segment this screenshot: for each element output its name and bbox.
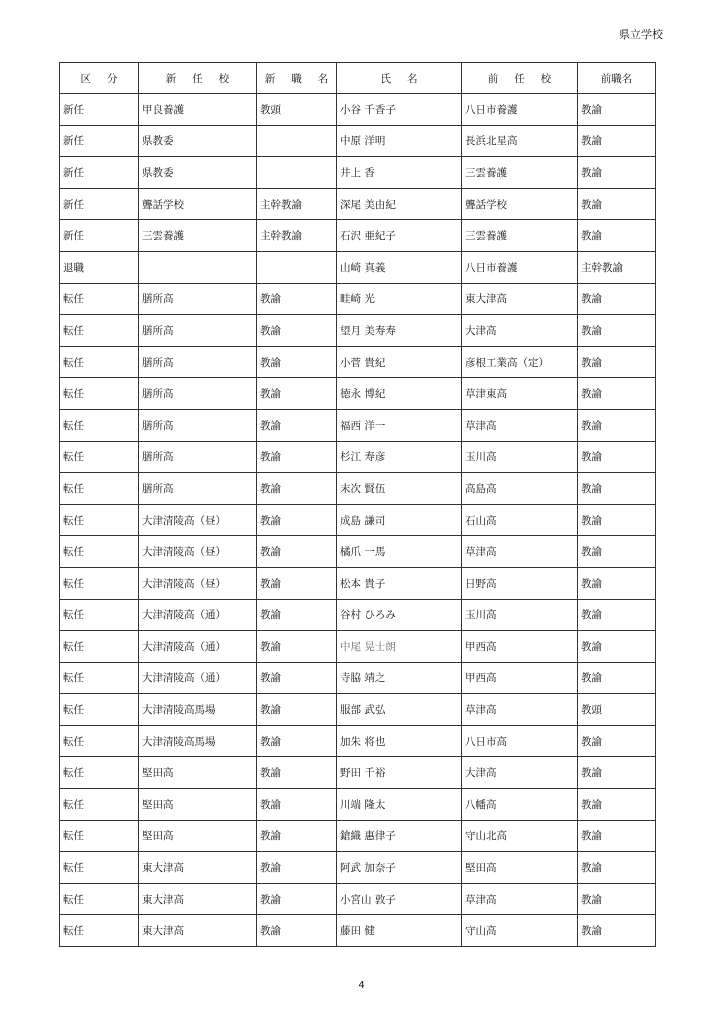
name-cell: 川端 隆太 xyxy=(337,789,462,821)
table-row xyxy=(60,662,656,694)
table-header-row xyxy=(60,63,656,94)
new-school-cell: 県教委 xyxy=(139,125,257,157)
new-position-cell: 教諭 xyxy=(257,852,337,884)
category-cell: 転任 xyxy=(60,662,139,694)
category-cell: 転任 xyxy=(60,694,139,726)
previous-school-cell: 八日市養護 xyxy=(462,251,578,283)
table-row xyxy=(60,694,656,726)
previous-position-cell: 教諭 xyxy=(578,504,656,536)
previous-position-cell: 教諭 xyxy=(578,820,656,852)
category-cell: 新任 xyxy=(60,188,139,220)
new-school-cell: 膳所高 xyxy=(139,378,257,410)
previous-position-cell: 教諭 xyxy=(578,662,656,694)
new-school-cell: 膳所高 xyxy=(139,283,257,315)
category-cell: 新任 xyxy=(60,94,139,126)
name-cell: 鎗織 惠律子 xyxy=(337,820,462,852)
name-cell: 石沢 亜紀子 xyxy=(337,220,462,252)
table-row xyxy=(60,283,656,315)
category-cell: 転任 xyxy=(60,441,139,473)
new-school-cell: 東大津高 xyxy=(139,915,257,947)
new-school-cell: 膳所高 xyxy=(139,315,257,347)
previous-school-cell: 八日市高 xyxy=(462,725,578,757)
table-row xyxy=(60,631,656,663)
new-position-cell: 教頭 xyxy=(257,94,337,126)
column-header-name: 氏 名 xyxy=(337,63,462,94)
name-cell: 阿武 加奈子 xyxy=(337,852,462,884)
new-school-cell: 大津清陵高（通） xyxy=(139,599,257,631)
name-cell: 服部 武弘 xyxy=(337,694,462,726)
table-row xyxy=(60,789,656,821)
previous-position-cell: 教諭 xyxy=(578,220,656,252)
name-cell: 谷村 ひろみ xyxy=(337,599,462,631)
new-position-cell: 教諭 xyxy=(257,441,337,473)
new-position-cell: 教諭 xyxy=(257,283,337,315)
previous-school-cell: 日野高 xyxy=(462,567,578,599)
previous-school-cell: 草津高 xyxy=(462,409,578,441)
new-school-cell: 堅田高 xyxy=(139,820,257,852)
category-cell: 新任 xyxy=(60,125,139,157)
new-school-cell: 膳所高 xyxy=(139,441,257,473)
name-cell: 加朱 将也 xyxy=(337,725,462,757)
new-position-cell: 教諭 xyxy=(257,757,337,789)
name-cell: 中尾 晃士朗 xyxy=(337,631,462,663)
name-cell: 寺脇 靖之 xyxy=(337,662,462,694)
new-position-cell: 教諭 xyxy=(257,789,337,821)
table-row xyxy=(60,441,656,473)
name-cell: 成島 謙司 xyxy=(337,504,462,536)
category-cell: 転任 xyxy=(60,536,139,568)
name-cell: 中原 洋明 xyxy=(337,125,462,157)
name-cell: 杉江 寿彦 xyxy=(337,441,462,473)
previous-school-cell: 聾話学校 xyxy=(462,188,578,220)
new-position-cell: 教諭 xyxy=(257,694,337,726)
personnel-table xyxy=(59,62,656,947)
category-cell: 転任 xyxy=(60,757,139,789)
previous-position-cell: 教諭 xyxy=(578,473,656,505)
new-position-cell: 教諭 xyxy=(257,631,337,663)
table-row xyxy=(60,567,656,599)
name-cell: 深尾 美由紀 xyxy=(337,188,462,220)
table-row xyxy=(60,409,656,441)
name-cell: 望月 美寿寿 xyxy=(337,315,462,347)
category-cell: 転任 xyxy=(60,567,139,599)
new-position-cell: 教諭 xyxy=(257,725,337,757)
previous-school-cell: 草津高 xyxy=(462,883,578,915)
table-row xyxy=(60,157,656,189)
previous-position-cell: 教諭 xyxy=(578,789,656,821)
category-cell: 転任 xyxy=(60,883,139,915)
table-row xyxy=(60,346,656,378)
previous-position-cell: 教諭 xyxy=(578,599,656,631)
column-header-new-school: 新 任 校 xyxy=(139,63,257,94)
table-row xyxy=(60,94,656,126)
new-position-cell: 教諭 xyxy=(257,599,337,631)
new-school-cell: 東大津高 xyxy=(139,852,257,884)
previous-position-cell: 教諭 xyxy=(578,567,656,599)
previous-position-cell: 教諭 xyxy=(578,441,656,473)
category-cell: 新任 xyxy=(60,220,139,252)
previous-position-cell: 教諭 xyxy=(578,883,656,915)
new-position-cell: 教諭 xyxy=(257,567,337,599)
new-school-cell: 大津清陵高（昼） xyxy=(139,504,257,536)
new-position-cell: 教諭 xyxy=(257,378,337,410)
table-row xyxy=(60,188,656,220)
category-cell: 転任 xyxy=(60,852,139,884)
previous-position-cell: 教諭 xyxy=(578,536,656,568)
table-row xyxy=(60,125,656,157)
category-cell: 転任 xyxy=(60,725,139,757)
table-row xyxy=(60,757,656,789)
previous-school-cell: 東大津高 xyxy=(462,283,578,315)
new-position-cell xyxy=(257,251,337,283)
previous-school-cell: 玉川高 xyxy=(462,599,578,631)
category-cell: 転任 xyxy=(60,378,139,410)
previous-school-cell: 長浜北星高 xyxy=(462,125,578,157)
new-school-cell: 聾話学校 xyxy=(139,188,257,220)
name-cell: 福西 洋一 xyxy=(337,409,462,441)
previous-school-cell: 守山北高 xyxy=(462,820,578,852)
name-cell: 末次 賢伍 xyxy=(337,473,462,505)
previous-school-cell: 八日市養護 xyxy=(462,94,578,126)
category-cell: 転任 xyxy=(60,504,139,536)
previous-position-cell: 教諭 xyxy=(578,315,656,347)
previous-school-cell: 草津高 xyxy=(462,536,578,568)
previous-school-cell: 三雲養護 xyxy=(462,220,578,252)
new-school-cell: 大津清陵高（昼） xyxy=(139,536,257,568)
previous-position-cell: 教諭 xyxy=(578,631,656,663)
previous-school-cell: 守山高 xyxy=(462,915,578,947)
new-position-cell: 教諭 xyxy=(257,820,337,852)
table-row xyxy=(60,852,656,884)
previous-school-cell: 彦根工業高（定） xyxy=(462,346,578,378)
header-category-label: 県立学校 xyxy=(619,28,663,41)
new-position-cell: 主幹教諭 xyxy=(257,220,337,252)
table-body xyxy=(60,94,656,947)
previous-school-cell: 甲西高 xyxy=(462,662,578,694)
new-school-cell: 大津清陵高（通） xyxy=(139,631,257,663)
previous-position-cell: 教諭 xyxy=(578,725,656,757)
category-cell: 転任 xyxy=(60,409,139,441)
previous-position-cell: 教諭 xyxy=(578,283,656,315)
table-row xyxy=(60,820,656,852)
previous-school-cell: 草津高 xyxy=(462,694,578,726)
previous-position-cell: 教諭 xyxy=(578,94,656,126)
new-school-cell: 膳所高 xyxy=(139,473,257,505)
name-cell: 橘爪 一馬 xyxy=(337,536,462,568)
name-cell: 山崎 真義 xyxy=(337,251,462,283)
previous-school-cell: 大津高 xyxy=(462,315,578,347)
category-cell: 転任 xyxy=(60,820,139,852)
new-school-cell: 県教委 xyxy=(139,157,257,189)
new-position-cell: 教諭 xyxy=(257,504,337,536)
name-cell: 小菅 貴紀 xyxy=(337,346,462,378)
new-position-cell: 教諭 xyxy=(257,473,337,505)
previous-position-cell: 教諭 xyxy=(578,409,656,441)
new-position-cell: 教諭 xyxy=(257,409,337,441)
category-cell: 新任 xyxy=(60,157,139,189)
category-cell: 転任 xyxy=(60,915,139,947)
column-header-new-position: 新 職 名 xyxy=(257,63,337,94)
page-number: 4 xyxy=(358,980,365,991)
new-school-cell: 膳所高 xyxy=(139,409,257,441)
previous-school-cell: 甲西高 xyxy=(462,631,578,663)
name-cell: 徳永 博紀 xyxy=(337,378,462,410)
new-position-cell: 主幹教諭 xyxy=(257,188,337,220)
previous-school-cell: 八幡高 xyxy=(462,789,578,821)
new-school-cell: 膳所高 xyxy=(139,346,257,378)
name-cell: 小谷 千香子 xyxy=(337,94,462,126)
previous-position-cell: 教諭 xyxy=(578,757,656,789)
new-position-cell: 教諭 xyxy=(257,662,337,694)
new-school-cell: 堅田高 xyxy=(139,757,257,789)
previous-school-cell: 大津高 xyxy=(462,757,578,789)
table-row xyxy=(60,220,656,252)
name-cell: 畦崎 光 xyxy=(337,283,462,315)
new-position-cell xyxy=(257,125,337,157)
new-school-cell: 三雲養護 xyxy=(139,220,257,252)
new-position-cell: 教諭 xyxy=(257,915,337,947)
new-position-cell: 教諭 xyxy=(257,883,337,915)
new-school-cell xyxy=(139,251,257,283)
previous-position-cell: 教諭 xyxy=(578,188,656,220)
previous-position-cell: 教諭 xyxy=(578,125,656,157)
table-row xyxy=(60,915,656,947)
category-cell: 転任 xyxy=(60,631,139,663)
previous-position-cell: 教諭 xyxy=(578,852,656,884)
table-row xyxy=(60,504,656,536)
previous-position-cell: 教頭 xyxy=(578,694,656,726)
table-row xyxy=(60,378,656,410)
previous-position-cell: 教諭 xyxy=(578,378,656,410)
new-school-cell: 大津清陵高（昼） xyxy=(139,567,257,599)
new-school-cell: 甲良養護 xyxy=(139,94,257,126)
previous-school-cell: 石山高 xyxy=(462,504,578,536)
new-school-cell: 大津清陵高馬場 xyxy=(139,694,257,726)
new-school-cell: 東大津高 xyxy=(139,883,257,915)
previous-school-cell: 玉川高 xyxy=(462,441,578,473)
category-cell: 退職 xyxy=(60,251,139,283)
column-header-previous-position: 前職名 xyxy=(578,63,656,94)
new-school-cell: 堅田高 xyxy=(139,789,257,821)
table-row xyxy=(60,883,656,915)
previous-position-cell: 主幹教諭 xyxy=(578,251,656,283)
new-position-cell xyxy=(257,157,337,189)
table-row xyxy=(60,315,656,347)
previous-school-cell: 三雲養護 xyxy=(462,157,578,189)
name-cell: 小宮山 敦子 xyxy=(337,883,462,915)
previous-position-cell: 教諭 xyxy=(578,346,656,378)
previous-position-cell: 教諭 xyxy=(578,157,656,189)
column-header-category: 区 分 xyxy=(60,63,139,94)
new-school-cell: 大津清陵高（通） xyxy=(139,662,257,694)
category-cell: 転任 xyxy=(60,599,139,631)
new-school-cell: 大津清陵高馬場 xyxy=(139,725,257,757)
table-row xyxy=(60,725,656,757)
name-cell: 松本 貴子 xyxy=(337,567,462,599)
category-cell: 転任 xyxy=(60,473,139,505)
new-position-cell: 教諭 xyxy=(257,536,337,568)
table-row xyxy=(60,599,656,631)
table-row xyxy=(60,536,656,568)
name-cell: 井上 香 xyxy=(337,157,462,189)
new-position-cell: 教諭 xyxy=(257,315,337,347)
name-cell: 藤田 健 xyxy=(337,915,462,947)
table-row xyxy=(60,251,656,283)
previous-position-cell: 教諭 xyxy=(578,915,656,947)
name-cell: 野田 千裕 xyxy=(337,757,462,789)
table-row xyxy=(60,473,656,505)
category-cell: 転任 xyxy=(60,346,139,378)
previous-school-cell: 堅田高 xyxy=(462,852,578,884)
category-cell: 転任 xyxy=(60,315,139,347)
previous-school-cell: 高島高 xyxy=(462,473,578,505)
column-header-previous-school: 前 任 校 xyxy=(462,63,578,94)
category-cell: 転任 xyxy=(60,789,139,821)
previous-school-cell: 草津東高 xyxy=(462,378,578,410)
category-cell: 転任 xyxy=(60,283,139,315)
new-position-cell: 教諭 xyxy=(257,346,337,378)
